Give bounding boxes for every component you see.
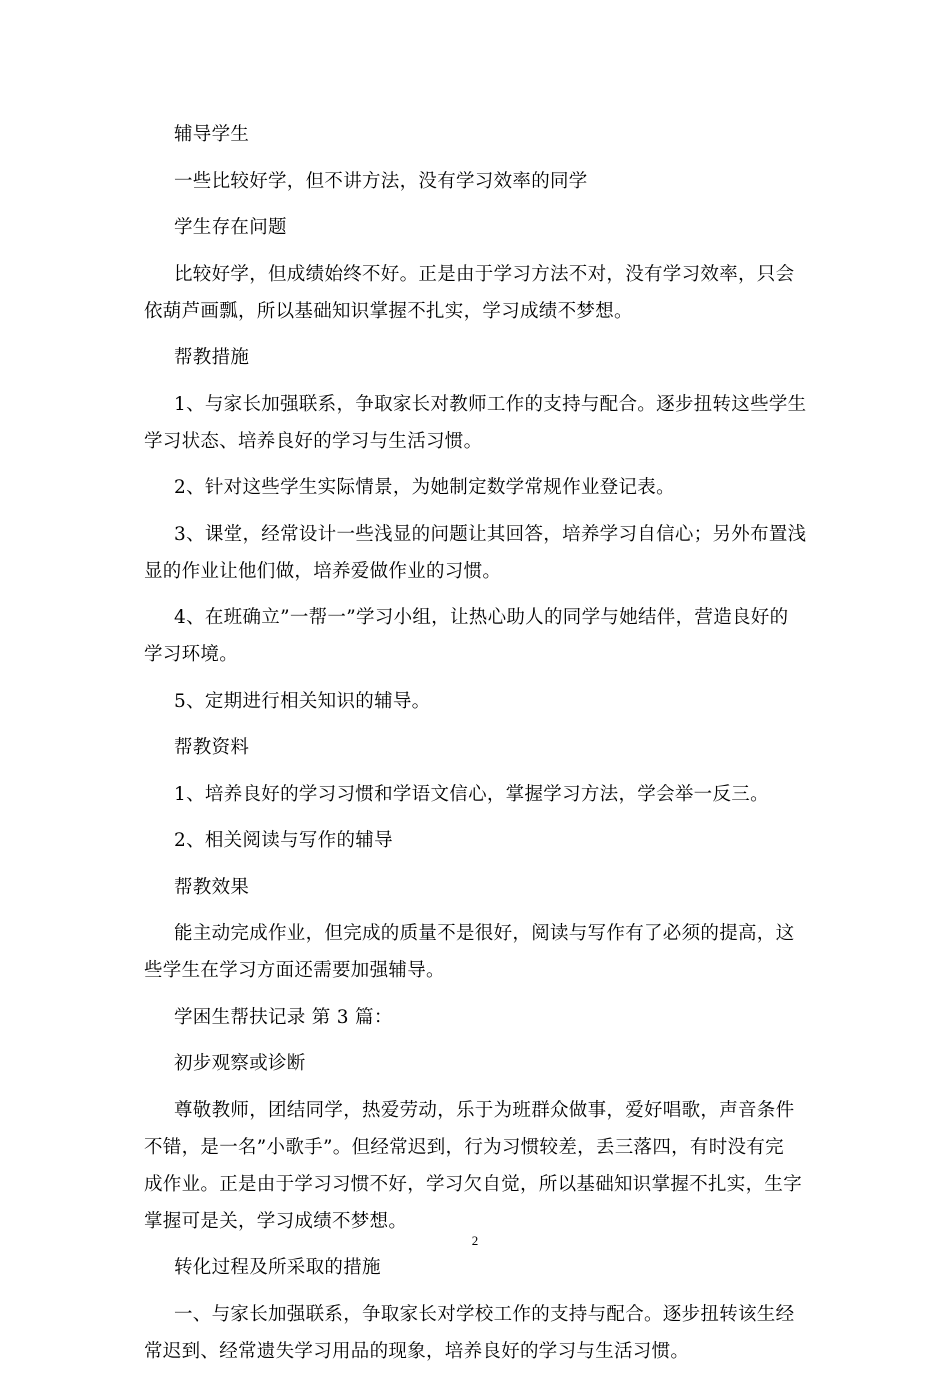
paragraph: [144, 683, 809, 720]
paragraph: [144, 822, 809, 859]
text-line: 一、与家长加强联系，争取家长对学校工作的支持与配合。逐步扭转该生经: [174, 1303, 795, 1325]
paragraph: [144, 1296, 809, 1370]
text-line: 帮教效果: [174, 876, 250, 898]
text-line: 些学生在学习方面还需要加强辅导。: [144, 960, 445, 981]
paragraph: [144, 1249, 809, 1286]
paragraph: [144, 516, 809, 590]
text-line: 显的作业让他们做，培养爱做作业的习惯。: [144, 560, 502, 582]
paragraph: [144, 869, 809, 906]
paragraph: [144, 599, 809, 673]
text-line: 3、课堂，经常设计一些浅显的问题让其回答，培养学习自信心；另外布置浅: [174, 523, 807, 545]
paragraph: [144, 999, 809, 1036]
text-line: 学生存在问题: [174, 217, 287, 238]
paragraph: [144, 209, 809, 246]
text-line: 2、针对这些学生实际情景，为她制定数学常规作业登记表。: [174, 477, 675, 498]
paragraph: [144, 1092, 809, 1240]
text-line: 帮教措施: [174, 347, 250, 368]
paragraph: [144, 729, 809, 766]
paragraph: [144, 163, 809, 200]
text-line: 不错，是一名”小歌手”。但经常迟到，行为习惯较差，丢三落四，有时没有完: [144, 1136, 784, 1158]
text-line: 学习环境。: [144, 644, 239, 665]
text-line: 依葫芦画瓢，所以基础知识掌握不扎实，学习成绩不梦想。: [144, 300, 633, 322]
text-line: 辅导学生: [174, 124, 250, 145]
text-line: 2、相关阅读与写作的辅导: [174, 830, 393, 851]
text-line: 能主动完成作业，但完成的质量不是很好，阅读与写作有了必须的提高，这: [174, 923, 795, 944]
text-line: 学困生帮扶记录 第 3 篇：: [174, 1006, 393, 1028]
paragraph: [144, 116, 809, 153]
paragraph: [144, 776, 809, 813]
document-body: [144, 116, 809, 1379]
text-line: 一些比较好学，但不讲方法，没有学习效率的同学: [174, 170, 588, 192]
text-line: 帮教资料: [174, 737, 250, 758]
text-line: 尊敬教师，团结同学，热爱劳动，乐于为班群众做事，爱好唱歌，声音条件: [174, 1099, 795, 1121]
paragraph: [144, 469, 809, 506]
text-line: 1、与家长加强联系，争取家长对教师工作的支持与配合。逐步扭转这些学生: [174, 393, 807, 415]
text-line: 掌握可是关，学习成绩不梦想。: [144, 1210, 408, 1232]
paragraph: [144, 339, 809, 376]
page-number: 2: [471, 1233, 479, 1248]
text-line: 比较好学，但成绩始终不好。正是由于学习方法不对，没有学习效率，只会: [174, 263, 795, 285]
text-line: 初步观察或诊断: [174, 1053, 306, 1074]
paragraph: [144, 386, 809, 460]
paragraph: [144, 915, 809, 989]
text-line: 成作业。正是由于学习习惯不好，学习欠自觉，所以基础知识掌握不扎实，生字: [144, 1173, 803, 1195]
paragraph: [144, 256, 809, 330]
paragraph: [144, 1045, 809, 1082]
text-line: 常迟到、经常遗失学习用品的现象，培养良好的学习与生活习惯。: [144, 1340, 690, 1362]
text-line: 转化过程及所采取的措施: [174, 1257, 381, 1278]
text-line: 学习状态、培养良好的学习与生活习惯。: [144, 430, 483, 452]
text-line: 1、培养良好的学习习惯和学语文信心，掌握学习方法，学会举一反三。: [174, 783, 769, 805]
text-line: 5、定期进行相关知识的辅导。: [174, 690, 431, 712]
text-line: 4、在班确立”一帮一”学习小组，让热心助人的同学与她结伴，营造良好的: [174, 607, 789, 628]
